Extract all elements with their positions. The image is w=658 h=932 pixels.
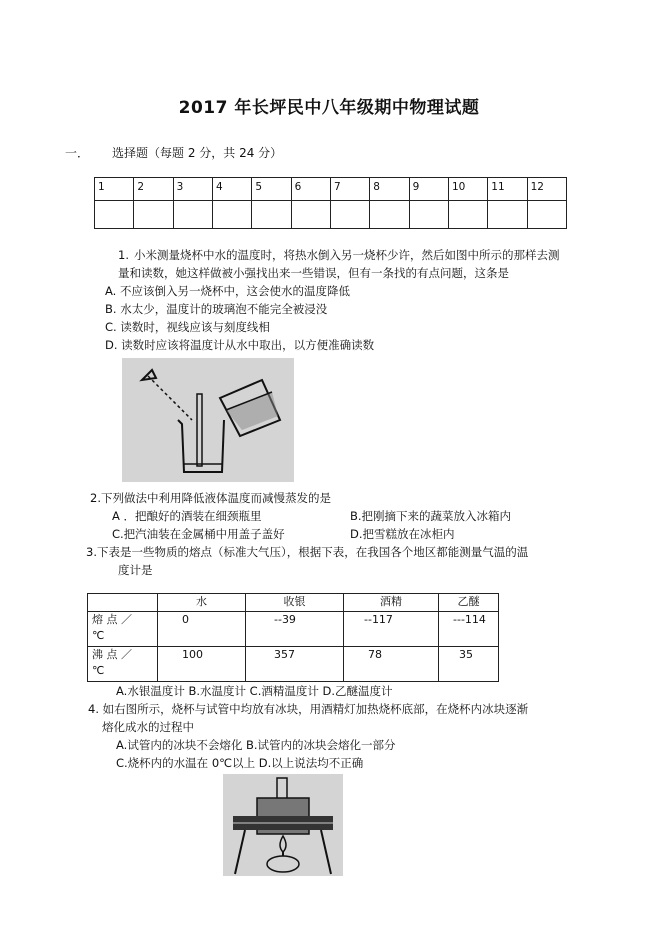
answer-number-cell: 9 — [409, 178, 448, 201]
table-cell: 357 — [246, 647, 344, 682]
answer-blank-cell — [173, 201, 212, 229]
q4-heating-figure — [223, 774, 343, 876]
answer-number-cell: 12 — [527, 178, 566, 201]
table-cell: 78 — [344, 647, 439, 682]
answer-number-cell: 10 — [448, 178, 487, 201]
section-number: 一． — [65, 146, 90, 160]
q1-stem-line2: 量和读数，她这样做被小强找出来一些错误，但有一条找的有点问题，这条是 — [118, 266, 509, 280]
answer-number-cell: 7 — [330, 178, 369, 201]
row-label: 熔 点 ／ ℃ — [88, 612, 158, 647]
table-cell: 100 — [158, 647, 246, 682]
row-label: 沸 点 ／ ℃ — [88, 647, 158, 682]
q2-option-a: A ．把酿好的酒装在细颈瓶里 — [112, 509, 262, 523]
answer-blank-cell — [527, 201, 566, 229]
answer-number-cell: 3 — [173, 178, 212, 201]
answer-blank-cell — [409, 201, 448, 229]
answer-blank-cell — [330, 201, 369, 229]
section-label: 选择题（每题 2 分，共 24 分） — [112, 146, 283, 160]
table-header-cell: 酒精 — [344, 594, 439, 612]
answer-number-cell: 11 — [488, 178, 527, 201]
answer-number-cell: 6 — [291, 178, 330, 201]
answer-blank-cell — [448, 201, 487, 229]
answer-blank-cell — [370, 201, 409, 229]
answer-number-cell: 8 — [370, 178, 409, 201]
substance-table — [87, 593, 499, 682]
table-header-cell: 收银 — [246, 594, 344, 612]
q1-option-b: B. 水太少，温度计的玻璃泡不能完全被浸没 — [105, 302, 328, 316]
q4-options-cd: C.烧杯内的水温在 0℃以上 D.以上说法均不正确 — [116, 756, 364, 770]
q1-option-a: A. 不应该倒入另一烧杯中，这会使水的温度降低 — [105, 284, 350, 298]
answer-number-cell: 2 — [134, 178, 173, 201]
q4-stem-line2: 熔化成水的过程中 — [102, 720, 194, 734]
table-cell: --117 — [344, 612, 439, 647]
table-cell: 35 — [439, 647, 499, 682]
answer-number-cell: 5 — [252, 178, 291, 201]
table-header-cell: 乙醚 — [439, 594, 499, 612]
table-cell: ---114 — [439, 612, 499, 647]
q4-options-ab: A.试管内的冰块不会熔化 B.试管内的冰块会熔化一部分 — [116, 738, 396, 752]
table-cell: --39 — [246, 612, 344, 647]
q4-stem-line1: 4. 如右图所示，烧杯与试管中均放有冰块，用酒精灯加热烧杯底部，在烧杯内冰块逐渐 — [88, 702, 529, 716]
q3-stem-line1: 3.下表是一些物质的熔点（标准大气压），根据下表，在我国各个地区都能测量气温的温 — [86, 545, 529, 559]
table-row — [88, 647, 499, 682]
table-header-row — [88, 594, 499, 612]
q2-option-d: D.把雪糕放在冰柜内 — [350, 527, 455, 541]
section-heading — [65, 144, 282, 161]
table-header-cell: 水 — [158, 594, 246, 612]
q3-stem-line2: 度计是 — [118, 563, 153, 577]
answer-blank-cell — [291, 201, 330, 229]
page-title: 2017 年长坪民中八年级期中物理试题 — [178, 98, 480, 118]
answer-blank-cell — [488, 201, 527, 229]
table-row — [88, 612, 499, 647]
answer-number-cell: 4 — [212, 178, 251, 201]
q3-options: A.水银温度计 B.水温度计 C.酒精温度计 D.乙醚温度计 — [116, 684, 393, 698]
answer-number-cell: 1 — [95, 178, 134, 201]
answer-blank-cell — [134, 201, 173, 229]
table-cell: 0 — [158, 612, 246, 647]
q1-number: 1. — [118, 248, 129, 262]
answer-table — [94, 177, 567, 229]
answer-blank-cell — [252, 201, 291, 229]
q1-option-c: C. 读数时，视线应该与刻度线相 — [105, 320, 270, 334]
answer-blank-cell — [95, 201, 134, 229]
q2-option-b: B.把刚摘下来的蔬菜放入冰箱内 — [350, 509, 512, 523]
q1-beaker-figure — [122, 358, 294, 482]
q2-stem: 2.下列做法中利用降低液体温度而减慢蒸发的是 — [90, 491, 331, 505]
table-header-cell — [88, 594, 158, 612]
q1-stem-line1: 小米测量烧杯中水的温度时，将热水倒入另一烧杯少许，然后如图中所示的那样去测 — [134, 248, 560, 262]
q2-option-c: C.把汽油装在金属桶中用盖子盖好 — [112, 527, 285, 541]
q1-option-d: D. 读数时应该将温度计从水中取出，以方便准确读数 — [105, 338, 375, 352]
answer-blank-cell — [212, 201, 251, 229]
